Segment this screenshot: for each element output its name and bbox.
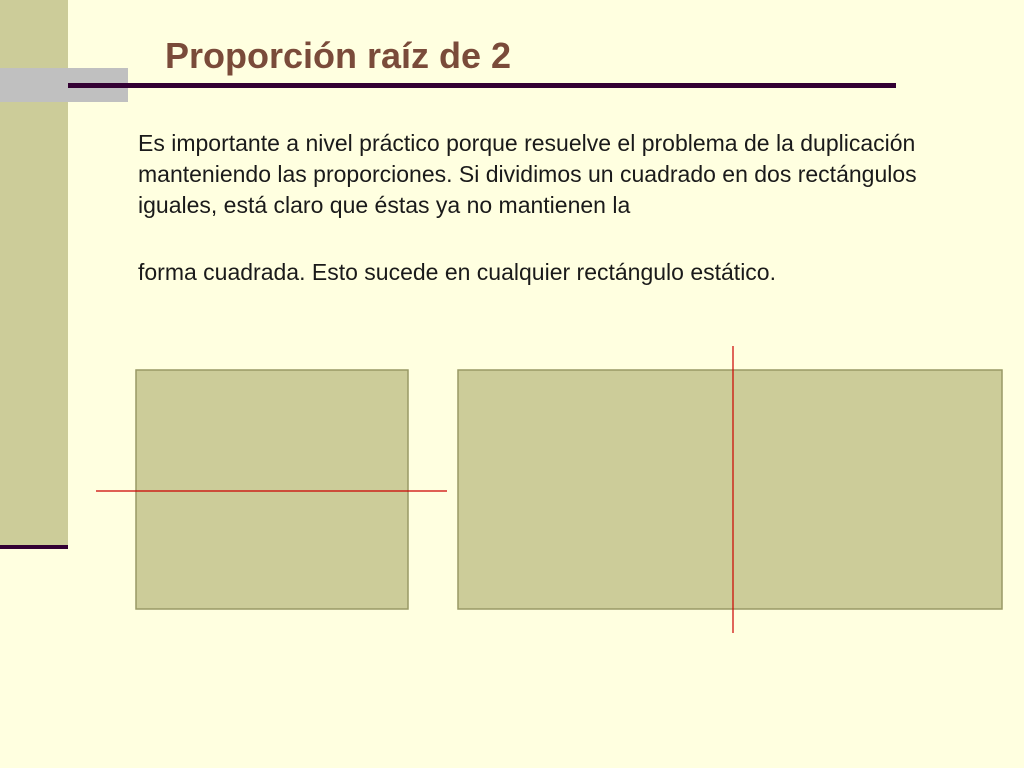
body-paragraph-1: Es importante a nivel práctico porque resuelve el problema de la duplicación manteniendo las proporciones. Si dividimos un cuadrado en dos rectángulos iguales, está claro que éstas ya no mantienen la [138, 130, 917, 218]
square-shape [136, 370, 408, 609]
rectangle-shape [458, 370, 1002, 609]
slide-title: Proporción raíz de 2 [165, 35, 512, 76]
body-paragraph-2: forma cuadrada. Esto sucede en cualquier rectángulo estático. [138, 259, 776, 285]
